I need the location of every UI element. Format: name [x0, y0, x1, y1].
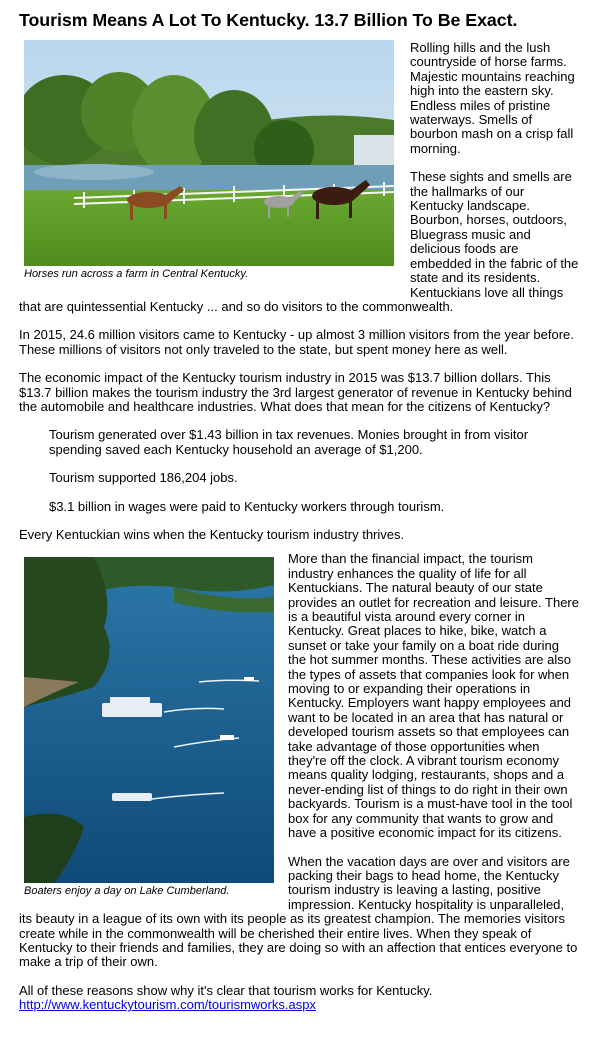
figure-lake: [24, 557, 274, 898]
impact-paragraph: More than the financial impact, the tourism industry enhances the quality of life for all Kentuckians. The natural beauty of our state provides an outlet for recreation and leisure. There is a beautiful vista around every corner in Kentucky. Great places to hike, bike, watch a sunset or take your family on a boat ride during the hot summer months. These activities are also the types of assets that companies look for when moving to or expanding their operations in Kentucky. Employers want happy employees and want to be located in an area that has natural or developed tourism assets so that employees can take advantage of those opportunities when they're off the clock. A vibrant tourism economy means quality lodging, restaurants, shops and a never-ending list of things to do right in their own backyards. Tourism is a must-have tool in the tool box for any community that wants to grow and have a positive economic impact for its citizens.: [288, 551, 579, 841]
intro-paragraph: Rolling hills and the lush countryside of horse farms. Majestic mountains reaching high into the eastern sky. Endless miles of pristine waterways. Smells of bourbon mash on a crisp fall morning.: [410, 40, 575, 156]
source-link[interactable]: http://www.kentuckytourism.com/tourismworks.aspx: [19, 997, 316, 1013]
body-paragraph: The economic impact of the Kentucky tourism industry in 2015 was $13.7 billion dollars. This $13.7 billion makes the tourism industry the 3rd largest generator of revenue in Kentucky behind the automobile and healthcare industries. What does that mean for the citizens of Kentucky?: [19, 370, 572, 414]
body-paragraph: Kentuckians love all things that are quintessential Kentucky ... and so do visitors to the commonwealth.: [19, 284, 564, 314]
figure-caption-horses: Horses run across a farm in Central Kentucky.: [24, 268, 249, 280]
stats-list: [19, 428, 579, 514]
stat-item: $3.1 billion in wages were paid to Kentucky workers through tourism.: [49, 498, 445, 514]
body-paragraph: In 2015, 24.6 million visitors came to Kentucky - up almost 3 million visitors from the year before. These millions of visitors not only traveled to the state, but spent money here as well.: [19, 327, 574, 357]
stat-item: Tourism generated over $1.43 billion in tax revenues. Monies brought in from visitor spending saved each Kentucky household an average of $1,200.: [49, 427, 529, 457]
page-title: Tourism Means A Lot To Kentucky. 13.7 Billion To Be Exact.: [19, 10, 518, 30]
figure-horses: [24, 40, 394, 281]
figure-caption-lake: Boaters enjoy a day on Lake Cumberland.: [24, 885, 230, 898]
wins-paragraph: Every Kentuckian wins when the Kentucky tourism industry thrives.: [19, 526, 405, 542]
intro-paragraph: These sights and smells are the hallmarks of our Kentucky landscape. Bourbon, horses, outdoors, Bluegrass music and delicious foods are embedded in the fabric of the state and its residents.: [410, 169, 579, 286]
closing-paragraph: All of these reasons show why it's clear that tourism works for Kentucky.: [19, 982, 433, 998]
stat-item: Tourism supported 186,204 jobs.: [49, 470, 238, 486]
lake-cumberland-photo: [24, 557, 274, 883]
horses-farm-photo: [24, 40, 394, 266]
impact-paragraph: When the vacation days are over and visitors are packing their bags to head home, the Kentucky tourism industry is leaving a lasting, positive impression. Kentucky hospitality is unparalleled, its beauty in a league of its own with its people as its greatest champion. The memories visitors create while in the commonwealth will be cherished their entire lives. When they speak of Kentucky to their friends and families, they are doing so with an affection that entices everyone to make a trip of their own.: [19, 853, 578, 970]
